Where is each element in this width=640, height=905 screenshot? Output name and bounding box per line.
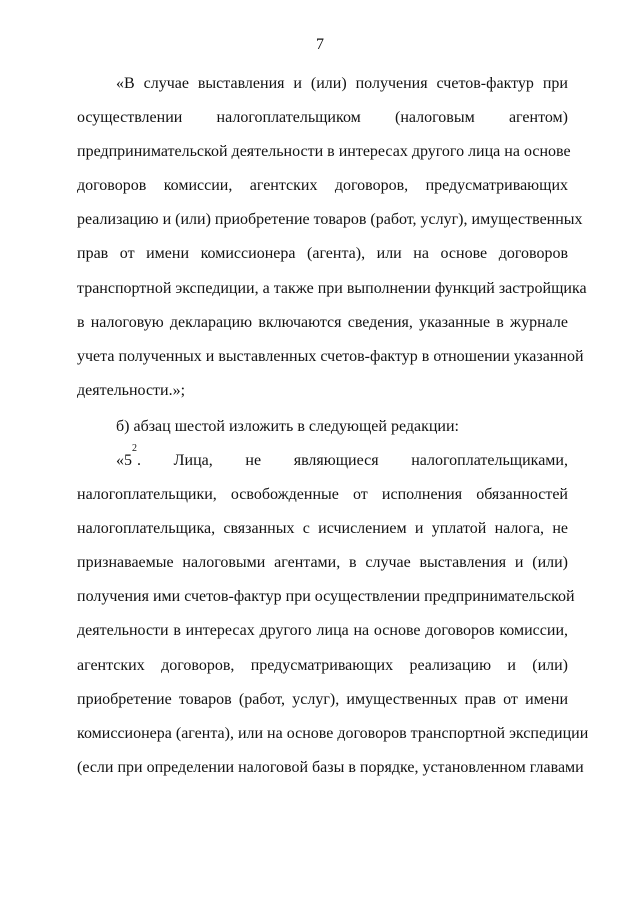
text-line: договоров комиссии, агентских договоров, предусматривающих xyxy=(77,177,568,195)
text-line: в налоговую декларацию включаются сведения, указанные в журнале xyxy=(77,313,568,331)
text-line: деятельности в интересах другого лица на основе договоров комиссии, xyxy=(77,622,568,640)
text-line: б) абзац шестой изложить в следующей редакции: xyxy=(116,418,459,435)
text-line: транспортной экспедиции, а также при выполнении функций застройщика xyxy=(77,279,587,297)
text-line: получения ими счетов-фактур при осуществлении предпринимательской xyxy=(77,588,575,606)
text-line: «В случае выставления и (или) получения счетов-фактур при xyxy=(116,75,568,92)
page-number: 7 xyxy=(316,36,324,53)
text-line: (если при определении налоговой базы в порядке, установленном главами xyxy=(77,758,584,776)
clause-superscript: 2 xyxy=(132,443,137,454)
clause-first-line-text: . Лица, не являющиеся налогоплательщиками, xyxy=(137,452,568,469)
text-line: прав от имени комиссионера (агента), или на основе договоров xyxy=(77,245,568,263)
text-line-first xyxy=(77,444,568,478)
text-line: налогоплательщики, освобожденные от исполнения обязанностей xyxy=(77,486,568,504)
clause-number: «5 xyxy=(116,452,132,469)
text-line: агентских договоров, предусматривающих реализацию и (или) xyxy=(77,656,568,674)
text-line: осуществлении налогоплательщиком (налоговым агентом) xyxy=(77,109,568,127)
paragraph-clause-5-2 xyxy=(77,443,589,785)
text-line: приобретение товаров (работ, услуг), имущественных прав от имени xyxy=(77,690,568,708)
paragraph-amendment-instruction xyxy=(77,410,568,444)
text-line: признаваемые налоговыми агентами, в случае выставления и (или) xyxy=(77,554,568,572)
text-line: деятельности.»; xyxy=(77,381,186,399)
paragraph-commission-invoices xyxy=(77,67,587,408)
text-line: налогоплательщика, связанных с исчислением и уплатой налога, не xyxy=(77,520,568,538)
text-line: учета полученных и выставленных счетов-фактур в отношении указанной xyxy=(77,347,584,365)
text-line: комиссионера (агента), или на основе договоров транспортной экспедиции xyxy=(77,724,589,742)
text-line: предпринимательской деятельности в интересах другого лица на основе xyxy=(77,143,571,161)
text-line: реализацию и (или) приобретение товаров (работ, услуг), имущественных xyxy=(77,211,583,229)
